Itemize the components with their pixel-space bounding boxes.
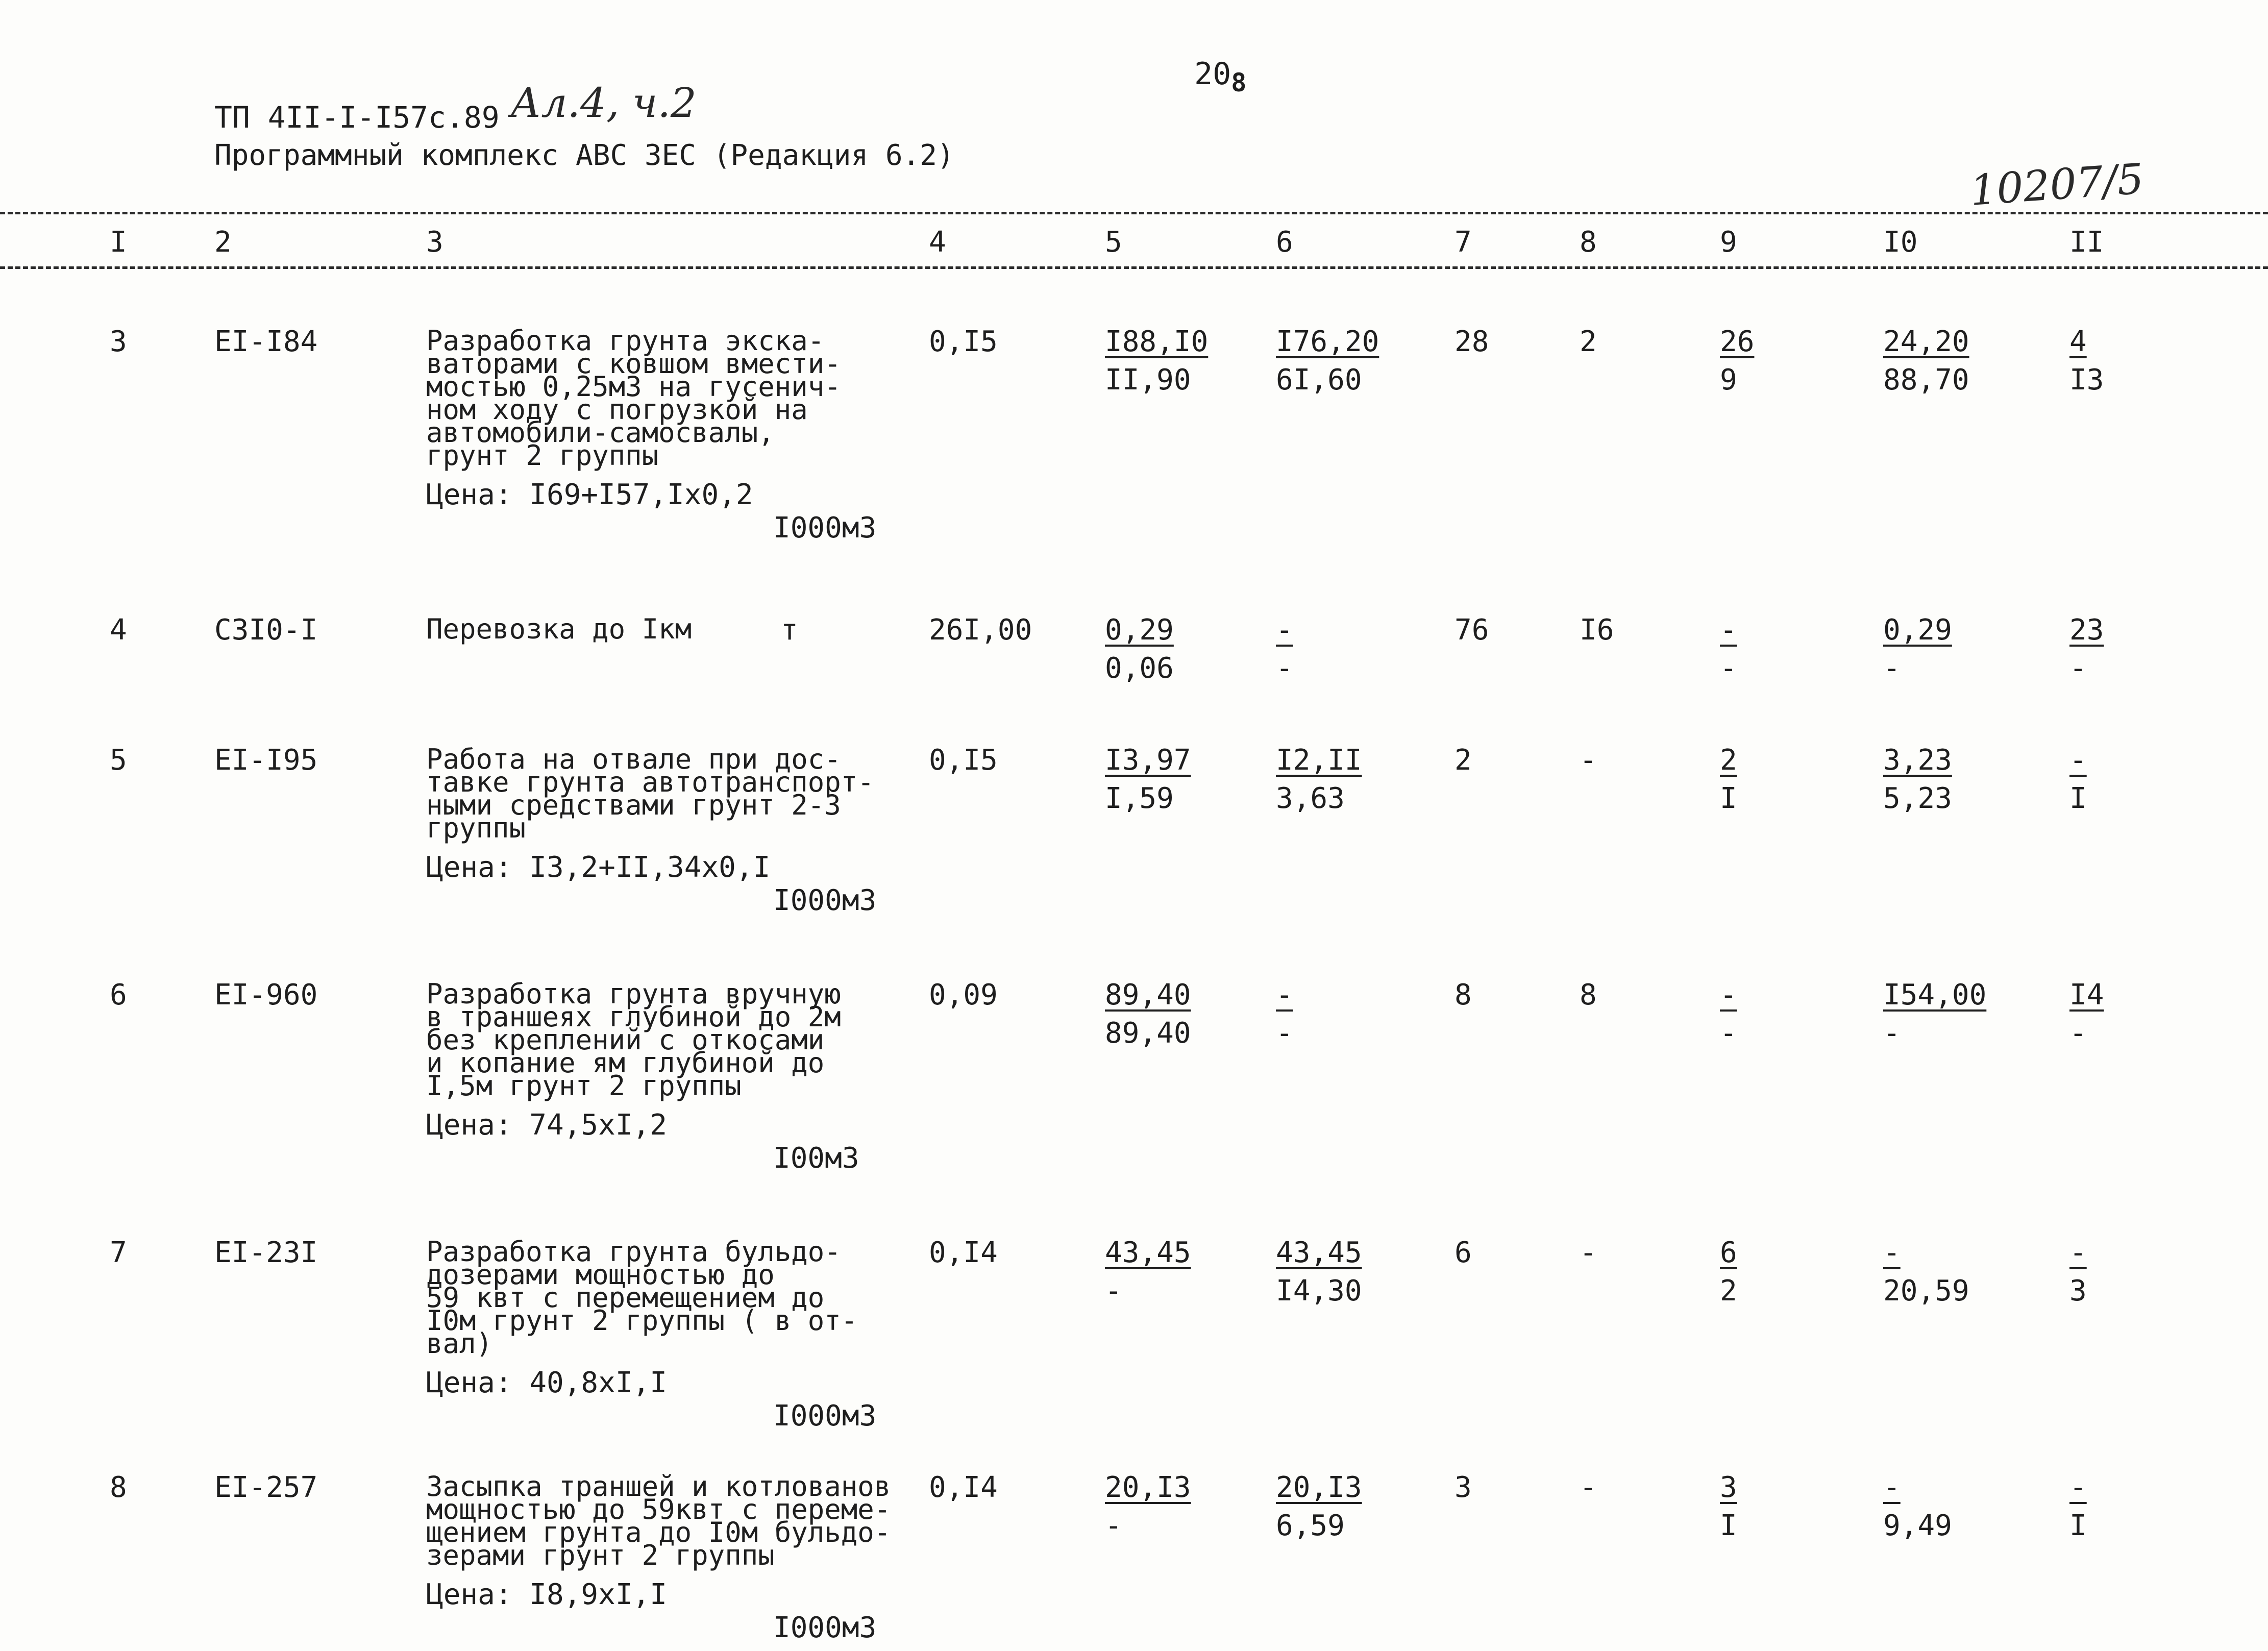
fraction-top-col-11: I4 [2069, 978, 2104, 1012]
work-description: Разработка грунта экска- ваторами с ковшом вмести- мостью 0,25м3 на гусенич- ном ходу с погрузкой на автомобили-самосвалы, грунт 2 группы [426, 325, 841, 472]
fraction-bottom-col-5: II,90 [1105, 363, 1191, 397]
measure-unit: I000м3 [773, 1399, 877, 1433]
work-description: Засыпка траншей и котлованов мощностью до 59квт с переме- щением грунта до I0м бульдо- зерами грунт 2 группы [426, 1470, 891, 1571]
col-7-value: 6 [1455, 1236, 1472, 1269]
fraction-bottom-col-10: - [1883, 1017, 1901, 1050]
fraction-top-col-5: I88,I0 [1105, 325, 1209, 358]
fraction-top-col-11: 4 [2069, 325, 2087, 358]
fraction-bottom-col-9: I [1720, 1509, 1737, 1542]
fraction-top-col-5: 0,29 [1105, 613, 1174, 647]
col-8-value: - [1580, 744, 1597, 777]
fraction-bottom-col-9: - [1720, 1017, 1737, 1050]
col-7-value: 76 [1455, 613, 1489, 647]
work-description: Разработка грунта бульдо- дозерами мощностью до 59 квт с перемещением до I0м грунт 2 группы ( в от- вал) [426, 1236, 858, 1360]
row-number: 7 [110, 1236, 127, 1269]
column-header-8: 8 [1580, 226, 1597, 259]
fraction-bottom-col-10: - [1883, 652, 1901, 685]
fraction-bottom-col-6: - [1276, 1017, 1293, 1050]
fraction-top-col-10: I54,00 [1883, 978, 1987, 1012]
fraction-top-col-11: - [2069, 1236, 2087, 1269]
work-description: Работа на отвале при дос- тавке грунта автотранспорт- ными средствами грунт 2-3 группы [426, 743, 874, 844]
handwritten-album-note: Ал.4, ч.2 [510, 79, 697, 127]
measure-unit: I00м3 [773, 1142, 859, 1175]
column-header-3: 3 [426, 226, 443, 259]
col-8-value: 8 [1580, 978, 1597, 1012]
header-top-rule [0, 212, 2268, 214]
fraction-top-col-11: - [2069, 744, 2087, 777]
norm-code: EI-I95 [214, 744, 318, 777]
quantity: 0,I5 [929, 325, 998, 358]
fraction-bottom-col-11: - [2069, 1017, 2087, 1050]
column-header-9: 9 [1720, 226, 1737, 259]
fraction-bottom-col-10: 5,23 [1883, 782, 1952, 815]
norm-code: EI-960 [214, 978, 318, 1012]
work-description: Перевозка до Iкм [426, 613, 692, 645]
fraction-bottom-col-9: 2 [1720, 1274, 1737, 1308]
fraction-bottom-col-9: 9 [1720, 363, 1737, 397]
fraction-top-col-9: 3 [1720, 1471, 1737, 1504]
fraction-top-col-6: 20,I3 [1276, 1471, 1362, 1504]
norm-code: EI-23I [214, 1236, 318, 1269]
row-number: 4 [110, 613, 127, 647]
price-formula: Цена: I69+I57,Ix0,2 [426, 478, 753, 511]
fraction-bottom-col-6: - [1276, 652, 1293, 685]
fraction-top-col-6: 43,45 [1276, 1236, 1362, 1269]
fraction-top-col-9: 6 [1720, 1236, 1737, 1269]
col-8-value: I6 [1580, 613, 1614, 647]
col-8-value: - [1580, 1236, 1597, 1269]
price-formula: Цена: 74,5xI,2 [426, 1108, 668, 1142]
fraction-top-col-5: 20,I3 [1105, 1471, 1191, 1504]
measure-unit: I000м3 [773, 884, 877, 917]
fraction-top-col-6: - [1276, 978, 1293, 1012]
document-code: ТП 4II-I-I57с.89 [214, 100, 500, 135]
fraction-bottom-col-6: 3,63 [1276, 782, 1345, 815]
fraction-bottom-col-5: I,59 [1105, 782, 1174, 815]
fraction-top-col-5: I3,97 [1105, 744, 1191, 777]
col-7-value: 28 [1455, 325, 1489, 358]
unit-inline: т [781, 613, 798, 647]
row-number: 5 [110, 744, 127, 777]
measure-unit: I000м3 [773, 511, 877, 545]
column-header-11: II [2069, 226, 2104, 259]
price-formula: Цена: I3,2+II,34x0,I [426, 851, 771, 884]
fraction-bottom-col-11: I [2069, 1509, 2087, 1542]
fraction-bottom-col-5: - [1105, 1274, 1122, 1308]
page-number: $20_8$ [1194, 56, 1247, 97]
quantity: 26I,00 [929, 613, 1032, 647]
quantity: 0,I4 [929, 1236, 998, 1269]
fraction-top-col-10: 24,20 [1883, 325, 1969, 358]
fraction-bottom-col-10: 9,49 [1883, 1509, 1952, 1542]
column-header-7: 7 [1455, 226, 1472, 259]
column-header-5: 5 [1105, 226, 1122, 259]
fraction-bottom-col-9: I [1720, 782, 1737, 815]
fraction-bottom-col-9: - [1720, 652, 1737, 685]
fraction-top-col-9: - [1720, 613, 1737, 647]
fraction-bottom-col-11: 3 [2069, 1274, 2087, 1308]
column-header-6: 6 [1276, 226, 1293, 259]
quantity: 0,I4 [929, 1471, 998, 1504]
column-header-10: I0 [1883, 226, 1918, 259]
price-formula: Цена: I8,9xI,I [426, 1578, 668, 1611]
fraction-bottom-col-11: I [2069, 782, 2087, 815]
program-line: Программный комплекс АВС 3ЕС (Редакция 6.2) [214, 139, 954, 172]
fraction-top-col-9: 2 [1720, 744, 1737, 777]
fraction-top-col-11: 23 [2069, 613, 2104, 647]
fraction-top-col-11: - [2069, 1471, 2087, 1504]
norm-code: EI-257 [214, 1471, 318, 1504]
col-7-value: 3 [1455, 1471, 1472, 1504]
fraction-top-col-10: - [1883, 1471, 1901, 1504]
row-number: 8 [110, 1471, 127, 1504]
fraction-top-col-10: 0,29 [1883, 613, 1952, 647]
work-description: Разработка грунта вручную в траншеях глубиной до 2м без креплений с откосами и копание ям глубиной до I,5м грунт 2 группы [426, 978, 841, 1102]
fraction-bottom-col-6: 6I,60 [1276, 363, 1362, 397]
fraction-top-col-9: - [1720, 978, 1737, 1012]
quantity: 0,I5 [929, 744, 998, 777]
col-7-value: 8 [1455, 978, 1472, 1012]
column-header-2: 2 [214, 226, 232, 259]
fraction-bottom-col-10: 88,70 [1883, 363, 1969, 397]
fraction-top-col-10: - [1883, 1236, 1901, 1269]
fraction-bottom-col-6: I4,30 [1276, 1274, 1362, 1308]
fraction-top-col-9: 26 [1720, 325, 1755, 358]
page-number-sub: 8 [1231, 68, 1247, 97]
fraction-top-col-6: - [1276, 613, 1293, 647]
price-formula: Цена: 40,8xI,I [426, 1366, 668, 1399]
fraction-top-col-10: 3,23 [1883, 744, 1952, 777]
fraction-bottom-col-5: 89,40 [1105, 1017, 1191, 1050]
fraction-bottom-col-11: I3 [2069, 363, 2104, 397]
fraction-bottom-col-10: 20,59 [1883, 1274, 1969, 1308]
col-8-value: 2 [1580, 325, 1597, 358]
fraction-top-col-5: 89,40 [1105, 978, 1191, 1012]
column-header-4: 4 [929, 226, 946, 259]
measure-unit: I000м3 [773, 1611, 877, 1644]
norm-code: С3I0-I [214, 613, 318, 647]
fraction-bottom-col-6: 6,59 [1276, 1509, 1345, 1542]
fraction-bottom-col-5: 0,06 [1105, 652, 1174, 685]
col-7-value: 2 [1455, 744, 1472, 777]
norm-code: EI-I84 [214, 325, 318, 358]
fraction-bottom-col-5: - [1105, 1509, 1122, 1542]
header-bottom-rule [0, 266, 2268, 269]
column-header-1: I [110, 226, 127, 259]
fraction-bottom-col-11: - [2069, 652, 2087, 685]
quantity: 0,09 [929, 978, 998, 1012]
col-8-value: - [1580, 1471, 1597, 1504]
fraction-top-col-6: I2,II [1276, 744, 1362, 777]
fraction-top-col-5: 43,45 [1105, 1236, 1191, 1269]
handwritten-reference: 10207/5 [1968, 155, 2146, 215]
row-number: 3 [110, 325, 127, 358]
fraction-top-col-6: I76,20 [1276, 325, 1379, 358]
row-number: 6 [110, 978, 127, 1012]
